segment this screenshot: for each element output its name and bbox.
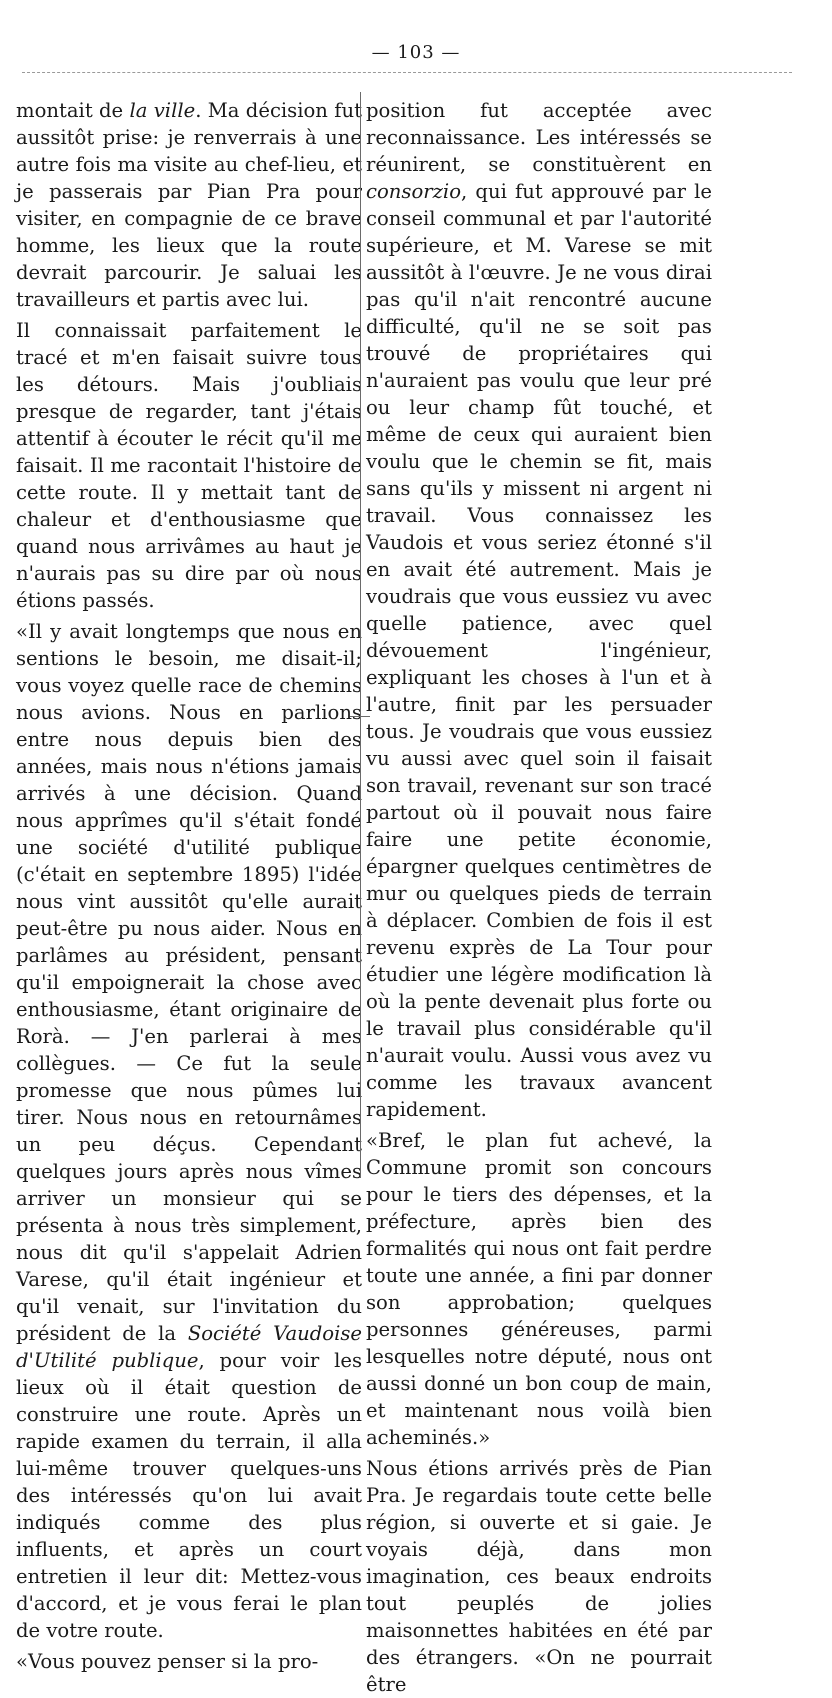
left-p3-italic: Société Vaudoise d'Utilité publique <box>16 1322 362 1372</box>
right-p1-text-b: , qui fut approuvé par le conseil communal et par l'autorité supérieure, et M. Varese se mit aussitôt à l'œuvre. Je ne vous dirai pas qu'il n'ait rencontré aucune difficulté, qu'il ne se soit pas trouvé de propriétaires qui n'auraient pas voulu que leur pré ou leur champ fût touché, et même de ceux qui auraient bien voulu que le chemin se fit, mais sans qu'ils y missent ni argent ni travail. Vous connaissez les Vaudois et vous seriez étonné s'il en avait été autrement. Mais je voudrais que vous eussiez vu avec quelle patience, avec quel dévouement l'ingénieur, expliquant les choses à l'un et à l'autre, finit par les persuader tous. Je voudrais que vous eussiez vu aussi avec quel soin il faisait son travail, revenant sur son tracé partout où il pouvait nous faire faire une petite économie, épargner quelques centimètres de mur ou quelques pieds de terrain à déplacer. Combien de fois il est revenu exprès de La Tour pour étudier une légère modification là où la pente devenait plus forte ou le travail plus considérable qu'il n'aurait voulu. Aussi vous avez vu comme les travaux avancent rapidement. <box>366 180 712 1121</box>
page-number: — 103 — <box>371 42 461 63</box>
column-divider <box>360 92 361 1178</box>
left-paragraph-4: «Vous pouvez penser si la pro- <box>16 1650 319 1673</box>
left-p3-text-a: «Il y avait longtemps que nous en sentions le besoin, me disait-il; vous voyez quelle race de chemins nous avions. Nous en parlions entre nous depuis bien des années, mais nous n'étions jamais arrivés à une décision. Quand nous apprîmes qu'il s'était fondé une société d'utilité publique (c'était en septembre 1895) l'idée nous vint aussitôt qu'elle aurait peut-être pu nous aider. Nous en parlâmes au président, pensant qu'il empoignerait la chose avec enthousiasme, étant originaire de Rorà. — J'en parlerai à mes collègues. — Ce fut la seule promesse que nous pûmes lui tirer. Nous nous en retournâmes un peu déçus. Cependant quelques jours après nous vîmes arriver un monsieur qui se présenta à nous très simplement, nous dit qu'il s'appelait Adrien Varese, qu'il était ingénieur et qu'il venait, sur l'invitation du président de la <box>16 620 362 1345</box>
right-paragraph-3: Nous étions arrivés près de Pian Pra. Je regardais toute cette belle région, si ouverte et si gaie. Je voyais déjà, dans mon imagination, ces beaux endroits tout peuplés de jolies maisonnettes habitées en été par des étrangers. «On ne pourrait être <box>366 1457 712 1696</box>
left-paragraph-3 <box>16 618 362 1644</box>
right-column <box>366 97 712 1698</box>
left-p1-text-b: . Ma décision fut aussitôt prise: je renverrais à une autre fois ma visite au chef-lieu, et je passerais par Pian Pra pour visiter, en compagnie de ce brave homme, les lieux que la route devrait parcourir. Je saluai les travailleurs et partis avec lui. <box>16 99 362 311</box>
right-p1-italic: consorzio <box>366 180 461 203</box>
header-rule <box>22 72 792 73</box>
left-p3-text-b: , pour voir les lieux où il était question de construire une route. Après un rapide examen du terrain, il alla lui-même trouver quelques-uns des intéressés qu'on lui avait indiqués comme des plus influents, et après un court entretien il leur dit: Mettez-vous d'accord, et je vous ferai le plan de votre route. <box>16 1349 363 1642</box>
left-p1-italic: la ville <box>129 99 196 122</box>
left-paragraph-2: Il connaissait parfaitement le tracé et m'en faisait suivre tous les détours. Mais j'oubliais presque de regarder, tant j'étais attentif à écouter le récit qu'il me faisait. Il me racontait l'histoire de cette route. Il y mettait tant de chaleur et d'enthousiasme que quand nous arrivâmes au haut je n'aurais pas su dire par où nous étions passés. <box>16 319 362 612</box>
right-paragraph-2: «Bref, le plan fut achevé, la Commune promit son concours pour le tiers des dépenses, et la préfecture, après bien des formalités qui nous ont fait perdre toute une année, a fini par donner son approbation; quelques personnes généreuses, parmi lesquelles notre député, nous ont aussi donné un bon coup de main, et maintenant nous voilà bien acheminés.» <box>366 1129 712 1449</box>
right-p1-text-a: position fut acceptée avec reconnaissance. Les intéressés se réunirent, se constituèrent en <box>366 99 712 176</box>
left-p1-text-a: montait de <box>16 99 130 122</box>
left-column <box>16 97 362 1675</box>
left-paragraph-1 <box>16 97 362 313</box>
right-paragraph-1 <box>366 97 712 1123</box>
